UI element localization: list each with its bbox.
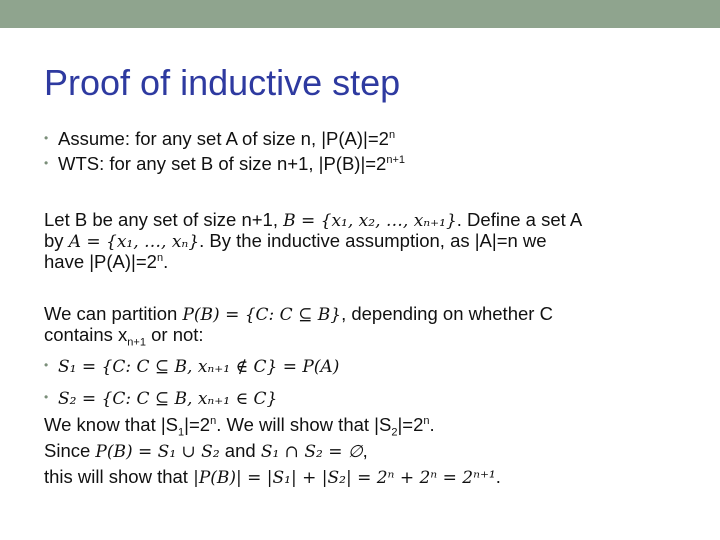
bullet-wts: • WTS: for any set B of size n+1, $|P(B)|=2^{n+1}$ <box>44 153 406 174</box>
conclusion-line2: Since P(B) = S₁ ∪ S₂ and S₁ ∩ S₂ = ∅, <box>44 440 368 462</box>
bullet-icon: • <box>44 131 49 145</box>
para2-line2: contains $x_{n+1}$ or not: <box>44 324 204 349</box>
bullet-icon: • <box>44 156 49 170</box>
para2-line1: We can partition P(B) = {C: C ⊆ B}, depending on whether C <box>44 303 553 325</box>
para1-line2: by A = {x₁, …, xₙ}. By the inductive assumption, as |A|=n we <box>44 230 547 252</box>
bullet-icon: • <box>44 390 49 404</box>
set-s2: • S₂ = {C: C ⊆ B, xₙ₊₁ ∈ C} <box>44 389 278 409</box>
conclusion-line1: We know that $|S_1|=2^n$. We will show that $|S_2|=2^n$. <box>44 414 435 439</box>
set-s1: • S₁ = {C: C ⊆ B, xₙ₊₁ ∉ C} = P(A) <box>44 357 340 377</box>
top-bar <box>0 0 720 28</box>
para1-line1: Let B be any set of size n+1, B = {x₁, x₂, …, xₙ₊₁}. Define a set A <box>44 209 583 231</box>
bullet-assume: • Assume: for any set A of size n, $|P(A)|=2^n$ <box>44 128 396 149</box>
slide-title: Proof of inductive step <box>44 62 401 103</box>
conclusion-line3: this will show that |P(B)| = |S₁| + |S₂| = 2ⁿ + 2ⁿ = 2ⁿ⁺¹. <box>44 466 501 488</box>
para1-line3: have $|P(A)|=2^n$. <box>44 251 169 272</box>
bullet-icon: • <box>44 358 49 372</box>
